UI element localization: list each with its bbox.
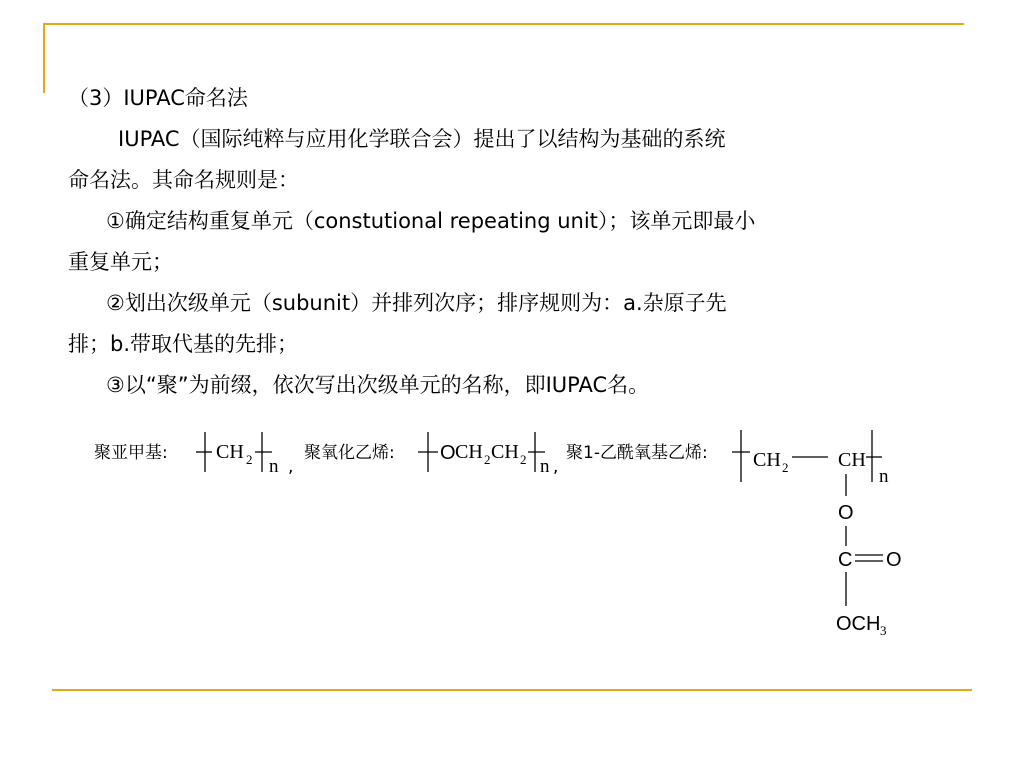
formula-2-ch-b: CH <box>491 441 519 463</box>
formula-1-name: 聚亚甲基: <box>94 443 168 463</box>
para-iupac-line1: IUPAC（国际纯粹与应用化学联合会）提出了以结构为基础的系统 <box>118 127 726 151</box>
formula-3-o: O <box>838 502 854 524</box>
formula-3-n: n <box>879 466 889 487</box>
formula-3-c: C <box>838 549 853 571</box>
formula-2-sub-b: 2 <box>520 452 527 467</box>
decorative-bottom-line <box>52 689 972 691</box>
formula-1-n: n <box>269 456 279 477</box>
rule-1-line1: ①确定结构重复单元（constutional repeating unit）；该单元即最小 <box>106 209 756 233</box>
formula-1-ch: CH <box>216 441 244 463</box>
formula-svg <box>0 420 1024 650</box>
formula-3-ch2: CH <box>753 449 781 471</box>
formula-3-sub: 2 <box>782 460 789 475</box>
formula-3-o2: O <box>886 549 902 571</box>
formula-2-name: 聚氧化乙烯: <box>304 443 395 463</box>
para-iupac-line2: 命名法。其命名规则是： <box>68 168 299 192</box>
formula-3-ch: CH <box>838 449 866 471</box>
formula-2-sub-a: 2 <box>484 452 491 467</box>
decorative-left-line <box>43 23 45 93</box>
formula-sep-2: , <box>553 457 559 477</box>
formula-2-o: O <box>440 442 456 464</box>
rule-1-line2: 重复单元； <box>68 250 173 274</box>
formula-3-name: 聚1-乙酰氧基乙烯: <box>566 443 708 463</box>
formula-3-sub3: 3 <box>880 623 887 638</box>
formula-2-ch-a: CH <box>455 441 483 463</box>
formula-1-sub: 2 <box>246 452 253 467</box>
formula-2-n: n <box>540 456 550 477</box>
formula-examples <box>0 420 1024 650</box>
slide-body <box>68 78 948 406</box>
rule-2-line2: 排；b.带取代基的先排； <box>68 332 299 356</box>
formula-3-och: OCH <box>836 613 881 635</box>
rule-2-line1: ②划出次级单元（subunit）并排列次序；排序规则为：a.杂原子先 <box>106 291 727 315</box>
decorative-top-line <box>43 23 964 25</box>
formula-sep-1: , <box>288 457 294 477</box>
section-heading: （3）IUPAC命名法 <box>68 86 248 110</box>
rule-3: ③以“聚”为前缀，依次写出次级单元的名称，即IUPAC名。 <box>106 373 650 397</box>
